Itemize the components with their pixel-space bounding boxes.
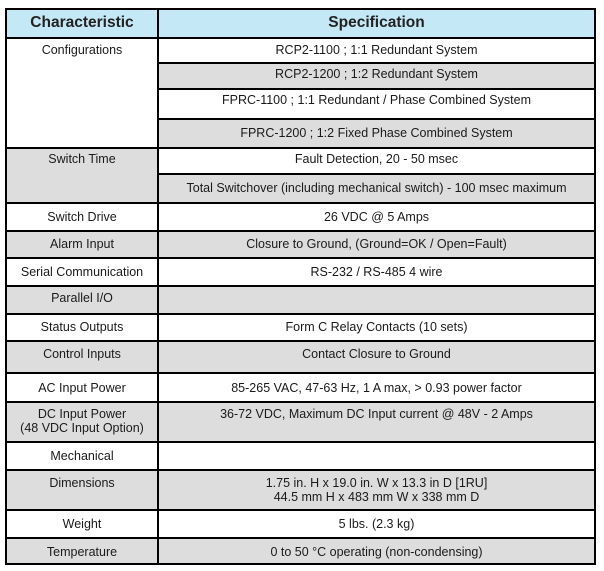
row-dimensions-label: Dimensions (7, 471, 157, 510)
row-divider (7, 509, 594, 511)
row-divider (159, 88, 594, 90)
dc-input-power-title: DC Input Power (37, 407, 127, 421)
row-control-inputs-label: Control Inputs (7, 342, 157, 373)
row-control-inputs-spec: Contact Closure to Ground (159, 342, 594, 373)
row-divider (159, 62, 594, 64)
header-characteristic: Characteristic (7, 10, 157, 37)
dc-input-power-option: (48 VDC Input Option) (20, 421, 144, 435)
switch-time-spec-2: Total Switchover (including mechanical switch) - 100 msec maximum (159, 174, 594, 203)
dimensions-imperial: 1.75 in. H x 19.0 in. W x 13.3 in D [1RU] (265, 476, 488, 490)
row-ac-input-power-label: AC Input Power (7, 374, 157, 402)
config-spec-1: RCP2-1100 ; 1:1 Redundant System (159, 39, 594, 62)
row-divider (7, 441, 594, 443)
row-serial-communication-spec: RS-232 / RS-485 4 wire (159, 259, 594, 286)
row-status-outputs-spec: Form C Relay Contacts (10 sets) (159, 314, 594, 341)
row-divider (7, 537, 594, 539)
row-status-outputs-label: Status Outputs (7, 314, 157, 341)
row-temperature-spec: 0 to 50 °C operating (non-condensing) (159, 539, 594, 563)
row-switch-drive-spec: 26 VDC @ 5 Amps (159, 204, 594, 230)
row-weight-label: Weight (7, 511, 157, 538)
row-alarm-input-label: Alarm Input (7, 231, 157, 258)
row-divider (159, 118, 594, 120)
row-switch-time-label: Switch Time (7, 148, 157, 203)
specification-table (5, 8, 596, 565)
row-mechanical-label: Mechanical (7, 443, 157, 470)
row-divider (7, 372, 594, 374)
row-divider (7, 230, 594, 232)
config-spec-3: FPRC-1100 ; 1:1 Redundant / Phase Combined System (159, 89, 594, 118)
row-parallel-io-spec (159, 287, 594, 313)
config-spec-4: FPRC-1200 ; 1:2 Fixed Phase Combined System (159, 120, 594, 147)
row-divider (7, 285, 594, 287)
row-divider (7, 147, 594, 149)
header-specification: Specification (159, 10, 594, 37)
row-alarm-input-spec: Closure to Ground, (Ground=OK / Open=Fault) (159, 231, 594, 258)
row-mechanical-spec (159, 443, 594, 470)
row-temperature-label: Temperature (7, 539, 157, 563)
switch-time-spec-1: Fault Detection, 20 - 50 msec (159, 148, 594, 173)
row-divider (7, 340, 594, 342)
row-divider (7, 202, 594, 204)
row-dc-input-power-label (7, 403, 157, 442)
row-ac-input-power-spec: 85-265 VAC, 47-63 Hz, 1 A max, > 0.93 power factor (159, 374, 594, 402)
row-dc-input-power-spec: 36-72 VDC, Maximum DC Input current @ 48V - 2 Amps (159, 403, 594, 442)
dimensions-metric: 44.5 mm H x 483 mm W x 338 mm D (273, 490, 480, 504)
row-divider (7, 401, 594, 403)
row-dimensions-spec (159, 471, 594, 510)
row-divider (7, 37, 594, 39)
row-serial-communication-label: Serial Communication (7, 259, 157, 286)
row-parallel-io-label: Parallel I/O (7, 287, 157, 313)
row-divider (159, 173, 594, 175)
row-divider (7, 313, 594, 315)
row-switch-drive-label: Switch Drive (7, 204, 157, 230)
row-configurations-label: Configurations (7, 39, 157, 147)
config-spec-2: RCP2-1200 ; 1:2 Redundant System (159, 63, 594, 88)
row-divider (7, 469, 594, 471)
row-weight-spec: 5 lbs. (2.3 kg) (159, 511, 594, 538)
row-divider (7, 257, 594, 259)
